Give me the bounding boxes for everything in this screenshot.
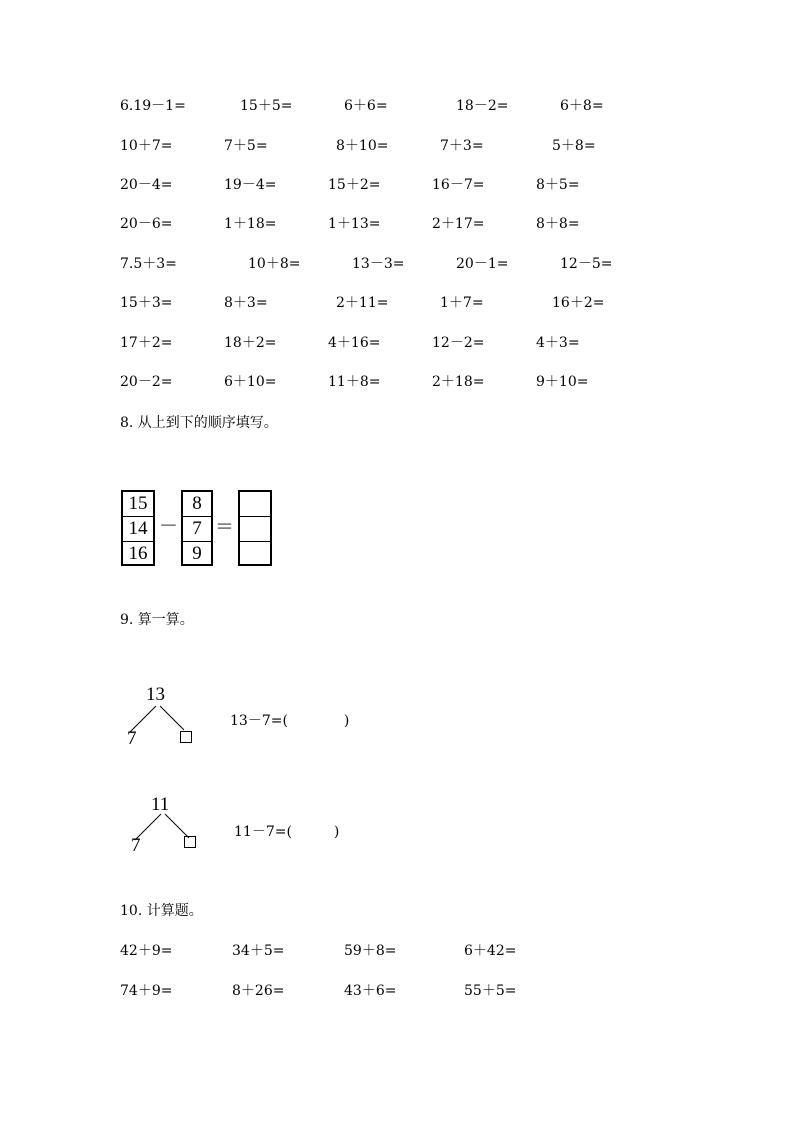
q6-r4-c4: 2＋17= (432, 216, 485, 232)
q6-r4-c2: 1＋18= (224, 216, 277, 232)
q7-r2-c3: 2＋11= (336, 295, 389, 311)
q7-r3-c1: 17＋2= (120, 335, 173, 351)
bond-1-answer-box[interactable] (180, 731, 192, 743)
q10-r1-c1: 42＋9= (120, 943, 173, 959)
q7-r4-c4: 2＋18= (432, 374, 485, 390)
q7-r3-c4: 12－2= (432, 335, 485, 351)
q7-r3-c2: 18＋2= (224, 335, 277, 351)
q7-r2-c2: 8＋3= (224, 295, 268, 311)
q7-r2-c5: 16＋2= (552, 295, 605, 311)
q6-r4-c1: 20－6= (120, 216, 173, 232)
q6-r2-c1: 10＋7= (120, 138, 173, 154)
q6-r4-c5: 8＋8= (536, 216, 580, 232)
q10-r2-c3: 43＋6= (344, 983, 397, 999)
q7-r4-c5: 9＋10= (536, 374, 589, 390)
bond-2-total: 11 (151, 794, 170, 815)
q7-r3-c3: 4＋16= (328, 335, 381, 351)
q6-r3-c3: 15＋2= (328, 177, 381, 193)
q8-answer-cell-1[interactable] (240, 492, 270, 517)
bond-2-part: 7 (131, 835, 141, 856)
q8-minus-sign: － (159, 516, 179, 537)
q10-r2-c1: 74＋9= (120, 983, 173, 999)
q7-r1-c4: 20－1= (456, 256, 509, 272)
q10-r1-c3: 59＋8= (344, 943, 397, 959)
q10-r2-c4: 55＋5= (464, 983, 517, 999)
q6-r4-c3: 1＋13= (328, 216, 381, 232)
q6-r2-c4: 7＋3= (440, 138, 484, 154)
q10-r1-c2: 34＋5= (232, 943, 285, 959)
q8-middle-cell-3: 9 (192, 543, 202, 564)
q10-r1-c4: 6＋42= (464, 943, 517, 959)
q6-r3-c1: 20－4= (120, 177, 173, 193)
q6-r1-c4: 18－2= (456, 98, 509, 114)
q6-r1-c2: 15＋5= (240, 98, 293, 114)
q7-r2-c4: 1＋7= (440, 295, 484, 311)
q8-middle-column (181, 490, 213, 566)
q10-r2-c2: 8＋26= (232, 983, 285, 999)
bond-1-part: 7 (127, 728, 137, 749)
q6-r2-c5: 5＋8= (552, 138, 596, 154)
q9-title: 9. 算一算。 (120, 612, 194, 628)
q8-answer-cell-3[interactable] (240, 542, 270, 566)
bond-1-equation: 13－7=( ) (230, 713, 350, 729)
q8-left-cell-2: 14 (123, 517, 153, 542)
q8-title: 8. 从上到下的顺序填写。 (120, 415, 278, 431)
q7-r1-c5: 12－5= (560, 256, 613, 272)
q8-middle-cell-1: 8 (183, 492, 211, 517)
q7-r4-c1: 20－2= (120, 374, 173, 390)
q8-left-cell-1: 15 (123, 492, 153, 517)
q6-r1-c5: 6＋8= (560, 98, 604, 114)
q7-r1-c2: 10＋8= (248, 256, 301, 272)
q6-r1-c3: 6＋6= (344, 98, 388, 114)
q7-r1-c1: 7.5＋3= (120, 256, 177, 272)
q7-r2-c1: 15＋3= (120, 295, 173, 311)
q6-r3-c4: 16－7= (432, 177, 485, 193)
q8-middle-cell-2: 7 (183, 517, 211, 542)
q7-r4-c2: 6＋10= (224, 374, 277, 390)
q7-r4-c3: 11＋8= (328, 374, 381, 390)
q8-left-cell-3: 16 (128, 543, 148, 564)
q10-title: 10. 计算题。 (120, 903, 203, 919)
q6-r2-c3: 8＋10= (336, 138, 389, 154)
q7-r3-c5: 4＋3= (536, 335, 580, 351)
q6-r3-c5: 8＋5= (536, 177, 580, 193)
bond-1-total: 13 (146, 684, 165, 705)
q6-r1-c1: 6.19－1= (120, 98, 186, 114)
q8-answer-column[interactable] (238, 490, 272, 566)
q8-left-column (121, 490, 155, 566)
q6-r3-c2: 19－4= (224, 177, 277, 193)
bond-2-equation: 11－7=( ) (234, 824, 340, 840)
q7-r1-c3: 13－3= (352, 256, 405, 272)
q8-answer-cell-2[interactable] (240, 517, 270, 542)
q8-equals-sign: ＝ (215, 517, 235, 538)
bond-2-answer-box[interactable] (184, 836, 196, 848)
q6-r2-c2: 7＋5= (224, 138, 268, 154)
